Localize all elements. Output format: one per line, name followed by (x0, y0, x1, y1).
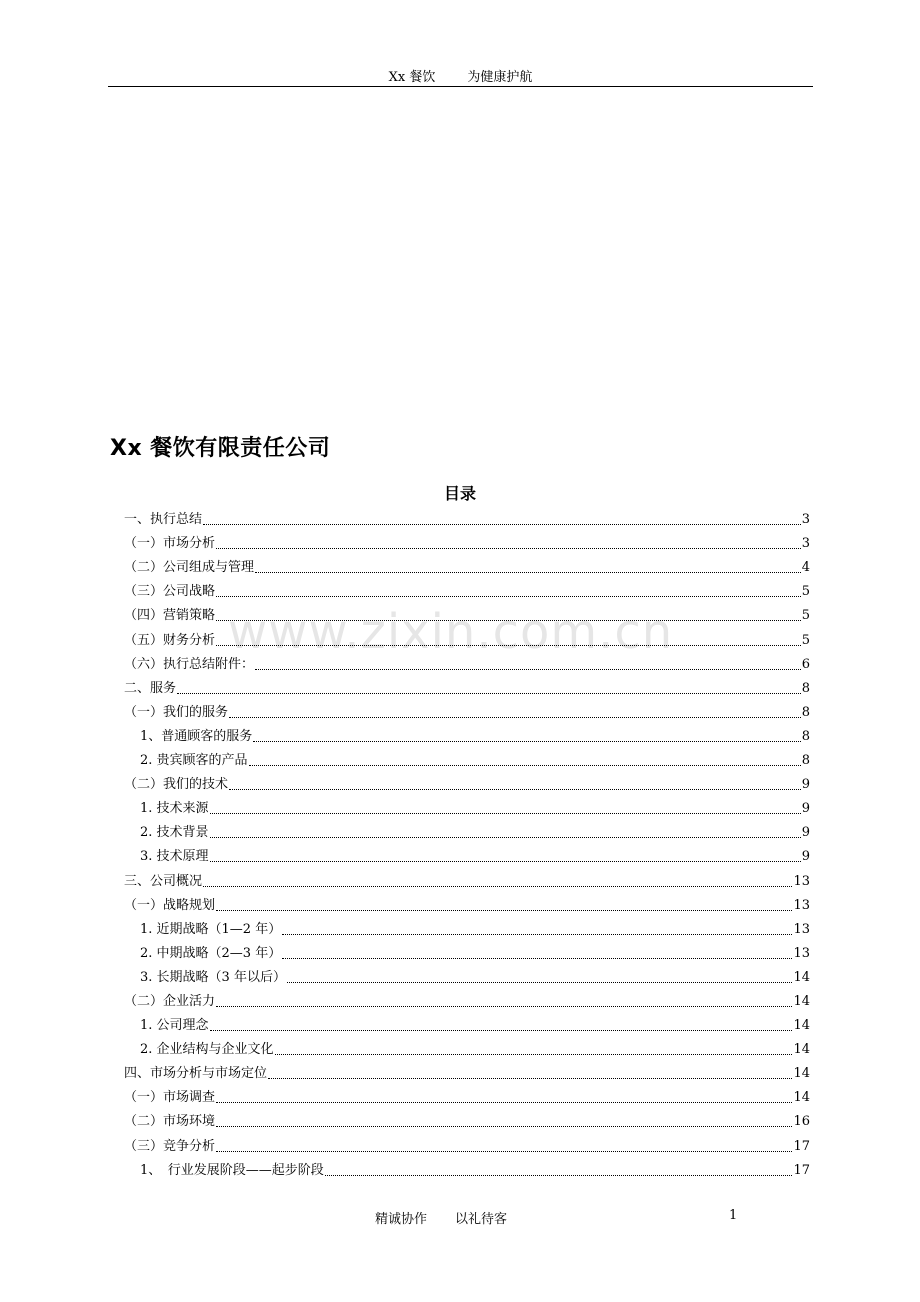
toc-entry[interactable] (124, 701, 810, 725)
toc-entry-label: （二）公司组成与管理 (124, 560, 255, 576)
toc-entry-label: （一）我们的服务 (124, 704, 229, 720)
footer-left-text: 精诚协作 (375, 1212, 428, 1227)
table-of-contents (124, 508, 810, 1183)
footer-right-text: 以礼待客 (455, 1212, 508, 1227)
toc-entry-label: 2. 企业结构与企业文化 (140, 1042, 274, 1058)
toc-leader-dots (203, 885, 792, 887)
toc-entry-label: 2. 中期战略（2—3 年） (140, 945, 282, 961)
toc-leader-dots (216, 1101, 792, 1103)
toc-leader-dots (210, 1029, 793, 1031)
toc-entry-label: 二、服务 (124, 680, 177, 696)
toc-entry-label: （一）市场调查 (124, 1090, 216, 1106)
toc-leader-dots (325, 1174, 793, 1176)
toc-entry-page: 13 (793, 873, 810, 889)
toc-entry-page: 8 (801, 753, 810, 769)
toc-leader-dots (210, 836, 801, 838)
toc-leader-dots (255, 571, 801, 573)
toc-entry-page: 14 (793, 1042, 810, 1058)
toc-leader-dots (229, 716, 801, 718)
toc-entry-page: 3 (801, 512, 810, 528)
toc-entry-page: 13 (793, 945, 810, 961)
toc-entry-page: 13 (793, 897, 810, 913)
toc-leader-dots (216, 909, 792, 911)
toc-entry-label: 一、执行总结 (124, 512, 203, 528)
page-number: 1 (729, 1208, 738, 1223)
toc-entry-label: 1. 近期战略（1—2 年） (140, 921, 282, 937)
toc-entry-page: 8 (801, 728, 810, 744)
toc-entry[interactable] (124, 532, 810, 556)
toc-entry-page: 5 (801, 608, 810, 624)
toc-entry-page: 8 (801, 704, 810, 720)
company-title: Xx 餐饮有限责任公司 (110, 436, 331, 461)
toc-entry[interactable] (124, 942, 810, 966)
toc-entry-label: 四、市场分析与市场定位 (124, 1066, 268, 1082)
toc-entry-page: 3 (801, 536, 810, 552)
toc-entry[interactable] (124, 677, 810, 701)
toc-entry-label: （六）执行总结附件： (124, 656, 255, 672)
toc-entry-label: 3. 技术原理 (140, 849, 209, 865)
toc-entry[interactable] (124, 749, 810, 773)
toc-entry-label: 1、普通顾客的服务 (140, 728, 253, 744)
toc-entry-page: 9 (801, 801, 810, 817)
toc-entry-label: （一）市场分析 (124, 536, 216, 552)
toc-entry[interactable] (124, 918, 810, 942)
toc-entry-page: 9 (801, 825, 810, 841)
page-header (108, 66, 813, 87)
toc-leader-dots (282, 933, 792, 935)
toc-entry[interactable] (124, 894, 810, 918)
toc-entry[interactable] (124, 1086, 810, 1110)
toc-leader-dots (253, 740, 800, 742)
toc-leader-dots (287, 981, 793, 983)
toc-entry-label: （一）战略规划 (124, 897, 216, 913)
toc-leader-dots (249, 764, 801, 766)
toc-entry[interactable] (124, 1038, 810, 1062)
toc-entry[interactable] (124, 1110, 810, 1134)
toc-entry-label: （二）市场环境 (124, 1114, 216, 1130)
toc-entry[interactable] (124, 821, 810, 845)
toc-leader-dots (210, 860, 801, 862)
watermark: www.zixin.com.cn (228, 604, 674, 660)
toc-entry[interactable] (124, 869, 810, 893)
toc-entry[interactable] (124, 580, 810, 604)
toc-entry-label: 三、公司概况 (124, 873, 203, 889)
toc-leader-dots (210, 812, 801, 814)
toc-entry[interactable] (124, 628, 810, 652)
toc-entry[interactable] (124, 773, 810, 797)
toc-entry-label: 2. 技术背景 (140, 825, 209, 841)
toc-leader-dots (203, 523, 801, 525)
toc-entry-label: 2. 贵宾顾客的产品 (140, 753, 248, 769)
toc-entry-page: 13 (793, 921, 810, 937)
toc-entry-page: 5 (801, 584, 810, 600)
toc-title: 目录 (443, 484, 476, 503)
toc-leader-dots (216, 547, 801, 549)
toc-entry[interactable] (124, 725, 810, 749)
toc-leader-dots (229, 788, 801, 790)
toc-leader-dots (216, 1005, 792, 1007)
toc-leader-dots (177, 692, 801, 694)
toc-entry-label: （三）竞争分析 (124, 1138, 216, 1154)
toc-entry-page: 14 (793, 1018, 810, 1034)
toc-entry-page: 14 (793, 1066, 810, 1082)
toc-entry-label: （四）营销策略 (124, 608, 216, 624)
toc-entry-page: 14 (793, 1090, 810, 1106)
toc-entry-label: （二）我们的技术 (124, 777, 229, 793)
toc-leader-dots (282, 957, 792, 959)
toc-entry[interactable] (124, 653, 810, 677)
toc-entry[interactable] (124, 1062, 810, 1086)
page-footer (375, 1208, 507, 1227)
toc-entry[interactable] (124, 1134, 810, 1158)
toc-entry[interactable] (124, 966, 810, 990)
toc-entry-label: （五）财务分析 (124, 632, 216, 648)
toc-entry-label: 1. 公司理念 (140, 1018, 209, 1034)
toc-entry-label: （三）公司战略 (124, 584, 216, 600)
header-left-text: Xx 餐饮 (388, 70, 436, 85)
toc-entry-page: 16 (793, 1114, 810, 1130)
toc-entry-label: 1. 技术来源 (140, 801, 209, 817)
toc-entry-page: 6 (801, 656, 810, 672)
toc-entry[interactable] (124, 1159, 810, 1183)
toc-leader-dots (268, 1077, 792, 1079)
toc-entry[interactable] (124, 845, 810, 869)
toc-entry-page: 14 (793, 969, 810, 985)
toc-entry-page: 9 (801, 849, 810, 865)
toc-leader-dots (216, 1150, 792, 1152)
toc-entry-page: 8 (801, 680, 810, 696)
toc-entry[interactable] (124, 604, 810, 628)
toc-leader-dots (275, 1053, 793, 1055)
toc-entry-page: 4 (801, 560, 810, 576)
toc-leader-dots (216, 619, 801, 621)
toc-entry-page: 5 (801, 632, 810, 648)
toc-entry-label: （二）企业活力 (124, 993, 216, 1009)
toc-leader-dots (216, 644, 801, 646)
toc-entry[interactable] (124, 1014, 810, 1038)
toc-leader-dots (216, 595, 801, 597)
header-right-text: 为健康护航 (467, 70, 533, 85)
toc-leader-dots (216, 1125, 792, 1127)
toc-entry-page: 9 (801, 777, 810, 793)
toc-entry[interactable] (124, 556, 810, 580)
toc-entry-page: 17 (793, 1162, 810, 1178)
toc-entry-label: 1、 行业发展阶段——起步阶段 (140, 1162, 324, 1178)
toc-entry[interactable] (124, 797, 810, 821)
toc-entry-page: 14 (793, 993, 810, 1009)
toc-entry-page: 17 (793, 1138, 810, 1154)
toc-entry-label: 3. 长期战略（3 年以后） (140, 969, 286, 985)
toc-entry[interactable] (124, 990, 810, 1014)
toc-leader-dots (255, 668, 801, 670)
toc-entry[interactable] (124, 508, 810, 532)
